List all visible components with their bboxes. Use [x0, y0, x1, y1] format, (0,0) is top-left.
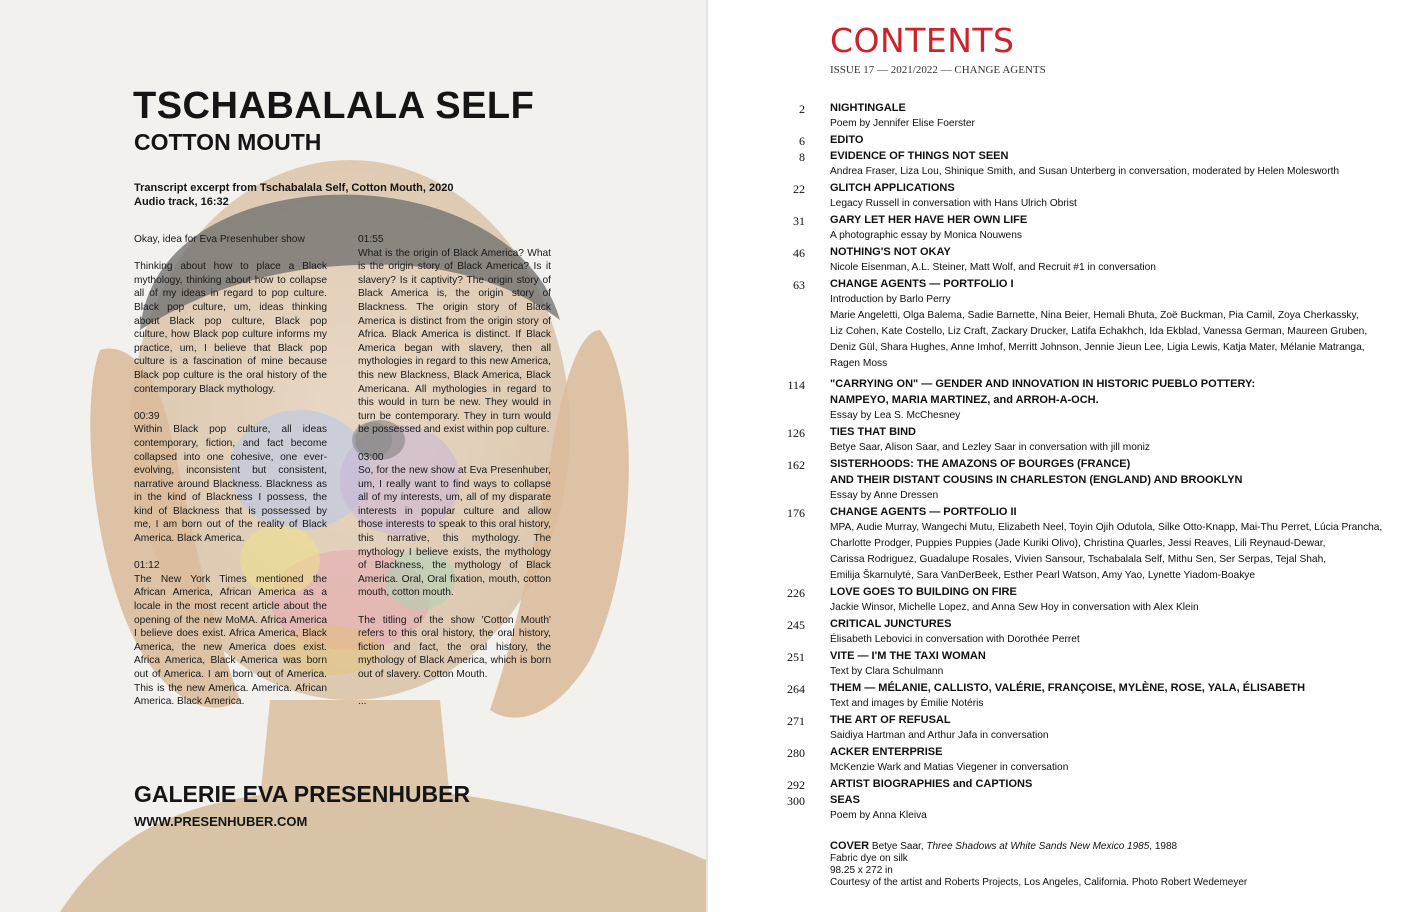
cover-courtesy: Courtesy of the artist and Roberts Projects, Los Angeles, California. Photo Robert Wedemeyer: [830, 877, 1248, 888]
toc-entry-credit: Charlotte Prodger, Puppies Puppies (Jade Kuriki Olivo), Christina Quarles, Jessi Reaves, Lili Reynaud-Dewar,: [830, 538, 1326, 549]
toc-entry-title: EDITO: [830, 134, 864, 146]
toc-page-number: 63: [793, 278, 805, 292]
ad-subtitle: COTTON MOUTH: [134, 129, 322, 155]
toc-entry[interactable]: [770, 100, 1400, 132]
toc-entry-credit: Saidiya Hartman and Arthur Jafa in conversation: [830, 730, 1049, 741]
toc-entry-credit: Deniz Gül, Shara Hughes, Anne Imhof, Merritt Johnson, Jennie Jieun Lee, Ligia Lewis, Katja Mater, Mélanie Matranga,: [830, 342, 1365, 353]
toc-entry-title: EVIDENCE OF THINGS NOT SEEN: [830, 150, 1009, 162]
transcript-text: What is the origin of Black America? What is the origin story of Black America? Is it slavery? Is it captivity? The origin story of Black America is, the origin story of Blackness. The origin story of Black America is distinct from the origin story of Africa. Black America is distinct. If Black America began with slavery, then all mythologies in regard to this new America, this new Blackness, Black America, Black Americana. All mythologies in regard to this would in turn be new. They would in turn be contemporary. They in turn would be possessed and exist within pop culture.: [358, 247, 551, 436]
transcript-paragraph: Okay, idea for Eva Presenhuber show: [134, 234, 305, 245]
issue-line: ISSUE 17 — 2021/2022 — CHANGE AGENTS: [830, 64, 1046, 76]
transcript-paragraph: [134, 410, 327, 546]
transcript-ellipsis: ...: [358, 696, 367, 708]
toc-entry[interactable]: [770, 424, 1400, 456]
toc-entry-credit: Ragen Moss: [830, 358, 888, 369]
toc-entry-credit: McKenzie Wark and Matias Viegener in conversation: [830, 762, 1069, 773]
toc-entry[interactable]: [770, 244, 1400, 276]
table-of-contents: [770, 100, 1400, 824]
toc-entry[interactable]: [770, 504, 1400, 584]
toc-entry-credit: Poem by Jennifer Elise Foerster: [830, 118, 975, 129]
toc-page-number: 176: [787, 506, 805, 520]
toc-entry-title: CHANGE AGENTS — PORTFOLIO II: [830, 506, 1017, 518]
toc-entry-credit: Essay by Lea S. McChesney: [830, 410, 961, 421]
toc-entry-credit: Andrea Fraser, Liza Lou, Shinique Smith, and Susan Unterberg in conversation, moderated by Helen Molesworth: [830, 166, 1340, 177]
transcript-paragraph: Thinking about how to place a Black mythology, thinking about how to collapse all of my ideas in regard to pop culture. Black pop culture, um, ideas thinking about Black pop culture, Black pop culture, how Black pop culture informs my practice, um, I believe that Black pop culture is a fascination of mine because Black pop culture is the oral history of the contemporary Black mythology.: [134, 261, 327, 395]
toc-entry-credit: Marie Angeletti, Olga Balema, Sadie Barnette, Nina Beier, Hemali Bhuta, Zoë Buckman, Pia Camil, Zoya Cherkassky,: [830, 310, 1359, 321]
toc-entry-title: GARY LET HER HAVE HER OWN LIFE: [830, 214, 1028, 226]
timestamp: 00:39: [134, 410, 160, 422]
toc-page-number: 300: [787, 794, 805, 808]
cover-label: COVER: [830, 840, 870, 852]
toc-entry-credit: Poem by Anna Kleiva: [830, 810, 927, 821]
transcript-paragraph: [134, 559, 327, 709]
transcript-paragraph: [358, 451, 551, 601]
toc-entry-credit: Élisabeth Lebovici in conversation with Dorothée Perret: [830, 634, 1080, 645]
toc-page-number: 245: [787, 618, 805, 632]
toc-entry-credit: Legacy Russell in conversation with Hans Ulrich Obrist: [830, 198, 1077, 209]
cover-medium: Fabric dye on silk: [830, 853, 908, 864]
toc-entry-title: ACKER ENTERPRISE: [830, 746, 943, 758]
transcript-column-right: [358, 233, 551, 722]
toc-entry-title: SISTERHOODS: THE AMAZONS OF BOURGES (FRANCE): [830, 458, 1131, 470]
toc-page-number: 31: [793, 214, 805, 228]
toc-entry-credit: Text by Clara Schulmann: [830, 666, 944, 677]
toc-page-number: 6: [799, 134, 805, 148]
transcript-text: The New York Times mentioned the African America, African America as a locale in the most recent article about the opening of the new MoMA. Africa America I believe does exist. Africa America, Black America, the new America does exist. Africa America, Black America was born out of America. I am born out of America. This is the new America. America. African America. Black America.: [134, 573, 327, 708]
toc-entry[interactable]: [770, 148, 1400, 180]
toc-entry-credit: Emilija Škarnulytė, Sara VanDerBeek, Esther Pearl Watson, Amy Yao, Lynette Yiadom-Boakye: [830, 570, 1256, 581]
transcript-text: Within Black pop culture, all ideas contemporary, fiction, and fact become collapsed into one cohesive, one ever-evolving, inconsistent but consistent, narrative around Blackness. Blackness as in the kind of Blackness I possess, the kind of Blackness that is possessed by me, I am born out of the reality of Black America. Black America.: [134, 424, 327, 545]
transcript-column-left: [134, 233, 327, 722]
toc-entry[interactable]: [770, 276, 1400, 372]
toc-entry-credit: Essay by Anne Dressen: [830, 490, 939, 501]
toc-page-number: 226: [787, 586, 805, 600]
toc-entry-credit: A photographic essay by Monica Nouwens: [830, 230, 1022, 241]
ad-caption-line: Transcript excerpt from Tschabalala Self, Cotton Mouth, 2020: [134, 182, 454, 194]
toc-page-number: 162: [787, 458, 805, 472]
toc-page-number: 46: [793, 246, 805, 260]
page-spine: [706, 0, 708, 912]
toc-entry[interactable]: [770, 744, 1400, 776]
toc-entry-title: TIES THAT BIND: [830, 426, 916, 438]
toc-entry-title: LOVE GOES TO BUILDING ON FIRE: [830, 586, 1017, 598]
toc-entry-title: THEM — MÉLANIE, CALLISTO, VALÉRIE, FRANÇOISE, MYLÈNE, ROSE, YALA, ÉLISABETH: [830, 682, 1306, 694]
toc-entry-title: "CARRYING ON" — GENDER AND INNOVATION IN HISTORIC PUEBLO POTTERY:: [830, 378, 1256, 390]
toc-entry-title: ARTIST BIOGRAPHIES and CAPTIONS: [830, 778, 1033, 790]
toc-page-number: 292: [787, 778, 805, 792]
toc-page-number: 251: [787, 650, 805, 664]
toc-entry-credit: MPA, Audie Murray, Wangechi Mutu, Elizabeth Neel, Toyin Ojih Odutola, Silke Otto-Knapp, Mai-Thu Perret, Lúcia Prancha,: [830, 522, 1383, 533]
toc-entry-credit: Nicole Eisenman, A.L. Steiner, Matt Wolf, and Recruit #1 in conversation: [830, 262, 1156, 273]
toc-entry[interactable]: [770, 792, 1400, 824]
toc-entry[interactable]: [770, 680, 1400, 712]
cover-line: [830, 840, 1247, 853]
toc-entry-title: VITE — I'M THE TAXI WOMAN: [830, 650, 986, 662]
toc-entry-title: NOTHING'S NOT OKAY: [830, 246, 951, 258]
toc-entry-credit: Carissa Rodriguez, Guadalupe Rosales, Vivien Sansour, Tschabalala Self, Mithu Sen, Ser Serpas, Tejal Shah,: [830, 554, 1327, 565]
toc-page-number: 8: [799, 150, 805, 164]
cover-dimensions: 98.25 x 272 in: [830, 865, 893, 876]
transcript-paragraph: [358, 233, 551, 437]
cover-work-title: Three Shadows at White Sands New Mexico 1985: [926, 841, 1150, 852]
toc-page-number: 22: [793, 182, 805, 196]
toc-entry-title: AND THEIR DISTANT COUSINS IN CHARLESTON (ENGLAND) AND BROOKLYN: [830, 474, 1243, 486]
timestamp: 03:00: [358, 451, 384, 463]
toc-entry[interactable]: [770, 180, 1400, 212]
toc-entry-title: NIGHTINGALE: [830, 102, 906, 114]
toc-entry[interactable]: [770, 212, 1400, 244]
transcript-paragraph: The titling of the show 'Cotton Mouth' refers to this oral history, the oral history, fiction and fact, the oral history, the mythology of Black America, which is born out of slavery. Cotton Mouth.: [358, 614, 551, 680]
transcript-text: So, for the new show at Eva Presenhuber, um, I really want to find ways to collapse all of my interests, um, all of my disparate interests in popular culture and allow those interests to speak to this oral history, this narrative, this mythology. The mythology I believe exists, the mythology of Blackness, the mythology of Black America. Oral, Oral fixation, mouth, cotton mouth, cotton mouth.: [358, 465, 551, 599]
toc-entry[interactable]: [770, 456, 1400, 504]
toc-entry-credit: Betye Saar, Alison Saar, and Lezley Saar in conversation with jill moniz: [830, 442, 1150, 453]
toc-entry-title: NAMPEYO, MARIA MARTINEZ, and ARROH-A-OCH.: [830, 394, 1099, 406]
cover-artist: Betye Saar,: [871, 841, 924, 852]
toc-entry[interactable]: [770, 376, 1400, 424]
toc-entry-credit: Introduction by Barlo Perry: [830, 294, 951, 305]
toc-entry-credit: Liz Cohen, Kate Costello, Liz Craft, Zackary Drucker, Latifa Echakhch, Ida Ekblad, Vanessa German, Maureen Gruben,: [830, 326, 1368, 337]
toc-entry[interactable]: [770, 648, 1400, 680]
toc-entry[interactable]: [770, 132, 1400, 148]
ad-caption-line: Audio track, 16:32: [134, 196, 229, 208]
timestamp: 01:55: [358, 234, 384, 245]
gallery-name: GALERIE EVA PRESENHUBER: [134, 781, 471, 807]
toc-entry-title: CHANGE AGENTS — PORTFOLIO I: [830, 278, 1014, 290]
toc-entry-title: GLITCH APPLICATIONS: [830, 182, 955, 194]
toc-page-number: 264: [787, 682, 805, 696]
toc-page-number: 271: [787, 714, 805, 728]
toc-entry-title: CRITICAL JUNCTURES: [830, 618, 952, 630]
toc-page-number: 2: [799, 102, 805, 116]
toc-entry-title: THE ART OF REFUSAL: [830, 714, 951, 726]
cover-credit: [830, 840, 1247, 889]
toc-page-number: 114: [787, 378, 805, 392]
toc-entry[interactable]: [770, 584, 1400, 616]
cover-year: , 1988: [1149, 841, 1178, 852]
toc-entry[interactable]: [770, 616, 1400, 648]
toc-entry[interactable]: [770, 712, 1400, 744]
toc-page-number: 126: [787, 426, 805, 440]
ad-caption: [134, 181, 453, 209]
toc-page-number: 280: [787, 746, 805, 760]
toc-entry[interactable]: [770, 776, 1400, 792]
ad-title: TSCHABALALA SELF: [133, 85, 535, 127]
gallery-url: WWW.PRESENHUBER.COM: [134, 814, 308, 829]
toc-entry-credit: Text and images by Émilie Notéris: [830, 698, 984, 709]
toc-entry-credit: Jackie Winsor, Michelle Lopez, and Anna Sew Hoy in conversation with Alex Klein: [830, 602, 1199, 613]
contents-heading: CONTENTS: [830, 21, 1015, 60]
toc-entry-title: SEAS: [830, 794, 860, 806]
timestamp: 01:12: [134, 560, 160, 572]
